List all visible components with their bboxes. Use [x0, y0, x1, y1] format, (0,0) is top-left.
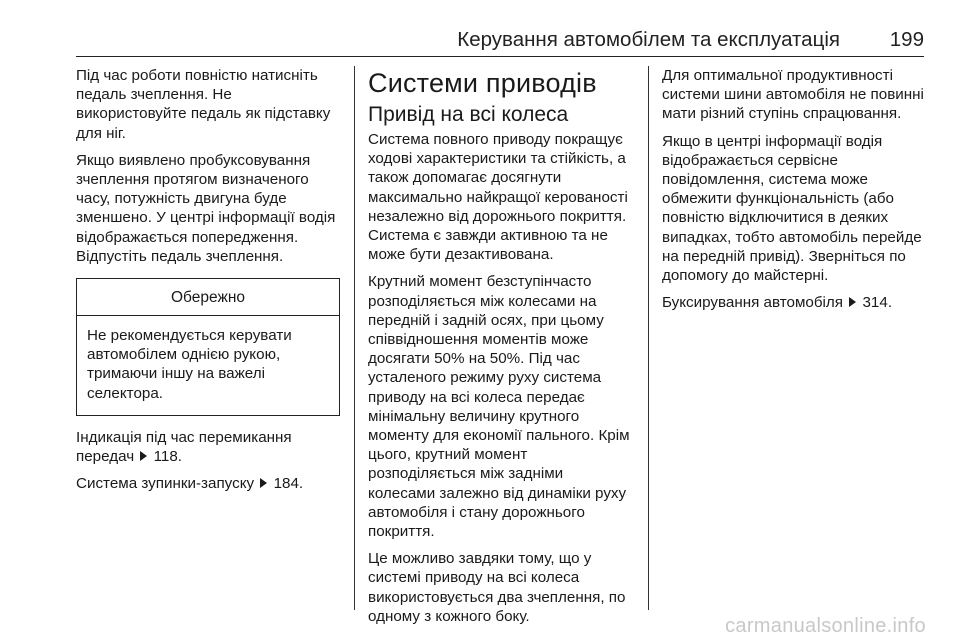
reference-text: Індикація під час перемикання передач: [76, 428, 292, 466]
column-1: [76, 66, 340, 501]
column-3: [662, 66, 924, 320]
paragraph-clutch-slip: Якщо виявлено пробуксовування зчеплення протягом визначеного часу, потужність двигуна буде зменшено. У центрі інформації водія відображається попередження. Відпустіть педаль зчеплення.: [76, 151, 336, 265]
caution-title: Обережно: [77, 279, 339, 316]
reference-text: Буксирування автомобіля: [662, 294, 844, 312]
paragraph-tire-wear: Для оптимальної продуктивності системи шини автомобіля не повинні мати різний ступінь спрацювання.: [662, 67, 924, 123]
column-2: [368, 66, 634, 634]
reference-stop-start: [76, 474, 340, 493]
paragraph-clutch-usage: Під час роботи повністю натисніть педаль зчеплення. Не використовуйте педаль як підставку для ніг.: [76, 67, 331, 142]
reference-towing: [662, 293, 924, 312]
reference-page-link[interactable]: 118.: [153, 448, 183, 466]
section-title: Системи приводів: [368, 68, 597, 98]
reference-gear-indication: [76, 428, 340, 466]
column-divider-2: [648, 66, 649, 610]
chapter-title: Керування автомобілем та експлуатація: [457, 28, 840, 51]
watermark: carmanualsonline.info: [725, 615, 926, 637]
paragraph-awd-intro: Система повного приводу покращує ходові характеристики та стійкість, а також допомагає досягнути максимально найкращої керованості незалежно від дорожнього покриття. Система є завжди активною та не може бути дезактивована.: [368, 131, 628, 264]
paragraph-service-message: Якщо в центрі інформації водія відображається сервісне повідомлення, система може обмежити функціональність (або повністю відключитися в деяких випадках, тобто автомобіль перейде на передній привід). Зверніться по допомогу до майстерні.: [662, 132, 922, 285]
paragraph-torque-distribution: Крутний момент безступінчасто розподіляється між колесами на передній і задній осях, при цьому співвідношення моментів може досягати 50% на 50%. Під час усталеного режиму руху система приводу на всі колеса передає мінімальну величину крутного моменту для економії пального. Крім цього, крутний момент розподіляється між задніми колесами залежно від динаміки руху автомобіля і стану дорожнього покриття.: [368, 273, 630, 541]
page-reference-arrow-icon: [260, 478, 267, 488]
caution-box: [76, 278, 340, 416]
paragraph-two-clutches: Це можливо завдяки тому, що у системі приводу на всі колеса використовується два зчеплення, по одному з кожного боку.: [368, 550, 626, 625]
column-divider-1: [354, 66, 355, 610]
reference-text: Система зупинки-запуску: [76, 475, 255, 493]
page-header: [76, 26, 924, 57]
reference-page-link[interactable]: 314.: [862, 294, 893, 312]
page-reference-arrow-icon: [140, 451, 147, 461]
subsection-title: Привід на всі колеса: [368, 103, 569, 126]
page-reference-arrow-icon: [849, 297, 856, 307]
reference-page-link[interactable]: 184.: [273, 475, 304, 493]
page-number: 199: [889, 28, 924, 51]
caution-text: Не рекомендується керувати автомобілем однією рукою, тримаючи іншу на важелі селектора.: [87, 327, 292, 402]
